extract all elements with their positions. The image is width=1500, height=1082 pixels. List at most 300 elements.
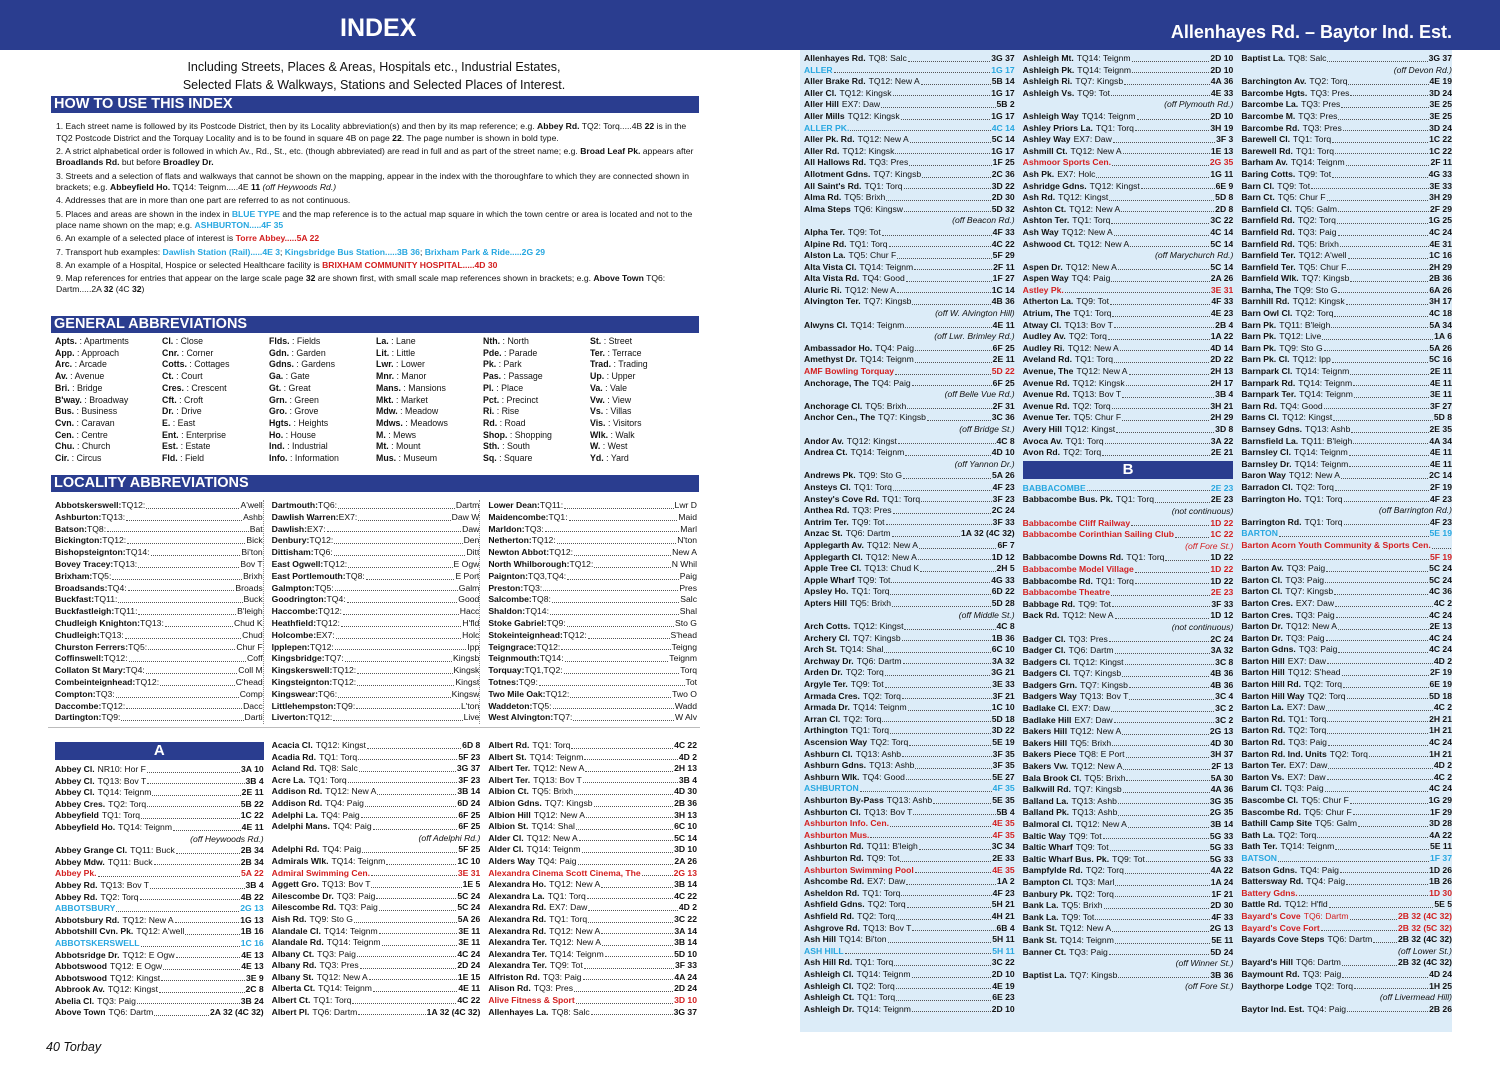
index-entry — [1241, 308, 1452, 320]
entry-ref: 1H 21 — [1429, 748, 1452, 759]
abbr-key: Ri. — [483, 406, 495, 417]
locality-item — [55, 559, 263, 571]
index-entry — [1241, 99, 1452, 111]
entry-name: Alexandra Ho. — [488, 879, 547, 890]
index-entry — [488, 879, 697, 891]
locality-name: Kingsbridge: — [271, 653, 325, 664]
section-how-to-use: HOW TO USE THIS INDEX — [51, 96, 699, 113]
entry-ref: 1A 2 — [996, 876, 1015, 887]
index-entry — [272, 926, 481, 938]
leader-dots — [116, 689, 239, 698]
entry-locality: TQ12: Kingsk — [847, 110, 900, 121]
entry-ref: 3C 34 — [991, 841, 1015, 852]
leader-dots — [1332, 169, 1428, 178]
entry-locality: TQ9: Tot — [851, 516, 885, 527]
locality-postcode: TQ13: — [99, 629, 124, 640]
entry-name: Addison Rd. — [271, 786, 323, 797]
index-entry — [804, 401, 1015, 413]
locality-abbr: Kingst — [455, 676, 480, 687]
entry-ref: 4B 36 — [1210, 668, 1234, 679]
abbr-value: : Enterprise — [178, 429, 227, 440]
entry-name: Barton Dr. — [1241, 632, 1283, 643]
abbr-item — [376, 359, 483, 371]
entry-locality: TQ1: Torq — [549, 913, 588, 924]
locality-abbr: Brixh — [243, 570, 263, 581]
leader-dots — [1326, 702, 1433, 711]
entry-ref: 5G 33 — [1209, 842, 1234, 853]
locality-item — [55, 524, 263, 536]
leader-dots — [1108, 331, 1210, 340]
entry-ref: 2D 10 — [991, 1003, 1015, 1014]
entry-ref: 3B 4 — [1215, 389, 1234, 400]
entry-locality: TQ14: Teignm — [331, 855, 386, 866]
index-note: (off Livermead Hill) — [1379, 992, 1452, 1003]
abbr-value: : House — [283, 429, 316, 440]
entry-ref: 2F 19 — [1430, 667, 1452, 678]
abbr-value: : Close — [173, 336, 204, 346]
index-entry — [804, 749, 1015, 761]
index-entry — [272, 856, 481, 868]
locality-item — [55, 583, 263, 595]
index-entry — [1023, 691, 1234, 703]
entry-name: Albert Ter. — [488, 763, 531, 774]
abbr-key: Dr. — [162, 406, 174, 417]
abbr-key: Cl. — [162, 336, 174, 346]
leader-dots — [602, 937, 673, 946]
leader-dots — [1115, 889, 1210, 898]
entry-locality: TQ7: Kingsb — [1073, 668, 1122, 679]
leader-dots — [1348, 250, 1428, 259]
entry-name: Aggett Gro. — [271, 879, 319, 890]
leader-dots — [1327, 656, 1433, 665]
leader-dots — [1311, 181, 1428, 190]
abbr-key: Vs. — [590, 406, 604, 417]
abbr-value: : Square — [496, 453, 533, 464]
abbr-value: : Terrace — [605, 347, 642, 358]
entry-name: Alandale Rd. — [271, 937, 324, 948]
entry-name: Albert Ct. — [271, 995, 311, 1006]
entry-name: Aveland Rd. — [1022, 354, 1072, 365]
entry-ref: 4C 22 — [991, 238, 1015, 249]
locality-name: Dartmouth: — [271, 500, 318, 510]
entry-locality: TQ9: Tot — [866, 852, 900, 863]
entry-locality: TQ4: Paig — [332, 821, 372, 832]
entry-ref: 1G 13 — [240, 914, 264, 925]
locality-postcode: TQ6: — [313, 547, 333, 558]
locality-abbr: N Whil — [671, 558, 697, 569]
entry-locality: TQ7: Kingsb — [1285, 586, 1334, 597]
leader-dots — [1104, 900, 1210, 909]
entry-ref: 5F 25 — [458, 844, 481, 855]
leader-dots — [914, 262, 992, 271]
entry-locality: TQ12: New A — [549, 925, 601, 936]
leader-dots — [1112, 599, 1210, 608]
entry-ref: 4A 22 — [1210, 865, 1234, 876]
entry-ref: 4F 35 — [992, 829, 1015, 840]
entry-name: BARTON — [1241, 528, 1278, 539]
entry-ref: 4A 24 — [674, 971, 697, 982]
index-entry — [804, 575, 1015, 587]
entry-ref: 4F 35 — [992, 783, 1015, 794]
entry-locality: TQ5: Galm — [1294, 203, 1337, 214]
index-entry — [272, 995, 481, 1007]
entry-ref: 3D 22 — [991, 725, 1015, 736]
leader-dots — [362, 844, 457, 853]
index-entry — [55, 1007, 264, 1019]
index-entry — [1241, 969, 1452, 981]
leader-dots — [175, 915, 240, 924]
abbr-value: : Gardens — [293, 359, 336, 370]
leader-dots — [1350, 366, 1429, 375]
abbr-key: Ct. — [162, 371, 174, 382]
entry-ref: 3C 2 — [1215, 714, 1234, 725]
index-entry — [1023, 889, 1234, 901]
entry-locality: TQ13: Bov T — [97, 775, 147, 786]
index-entry — [1023, 634, 1234, 646]
leader-dots — [1336, 610, 1428, 619]
entry-locality: TQ3: Marl — [1076, 876, 1115, 887]
leader-dots — [1338, 227, 1429, 236]
index-entry — [1023, 123, 1234, 135]
entry-name: Barton Gdns. — [1241, 644, 1296, 655]
leader-dots — [138, 606, 236, 615]
leader-dots — [1128, 819, 1209, 828]
leader-dots — [1327, 714, 1428, 723]
locality-postcode: TQ13: — [113, 558, 138, 569]
index-left-columns — [55, 740, 697, 1019]
entry-locality: TQ2: Torq — [862, 690, 901, 701]
entry-name: BATSON — [1241, 852, 1277, 863]
entry-ref: 4C 24 — [1429, 783, 1452, 794]
entry-name: Avenue Rd. — [1022, 389, 1070, 400]
entry-locality: TQ12: New A — [316, 971, 368, 982]
leader-dots — [904, 181, 991, 190]
entry-name: Battery Gdns. — [1241, 887, 1298, 898]
locality-abbr: Two O — [672, 688, 697, 699]
leader-dots — [377, 786, 456, 795]
locality-item — [488, 618, 697, 630]
leader-dots — [1137, 111, 1210, 120]
abbr-key: Mnr. — [376, 371, 395, 382]
index-entry — [272, 902, 481, 914]
index-entry — [1023, 923, 1234, 935]
entry-ref: 3G 37 — [673, 1006, 697, 1017]
index-column — [1241, 53, 1452, 1015]
leader-dots — [567, 618, 674, 627]
leader-dots — [1130, 239, 1209, 248]
entry-name: Avenue Rd. — [1022, 377, 1070, 388]
leader-dots — [583, 972, 674, 981]
index-note: (off Fore St.) — [1185, 981, 1234, 992]
locality-postcode: TQ12: — [316, 617, 340, 628]
locality-name: Heathfield: — [271, 617, 317, 628]
index-entry — [804, 586, 1015, 598]
entry-name: Ashburn Wlk. — [804, 771, 860, 782]
entry-name: Babbacombe Corinthian Sailing Club — [1022, 529, 1175, 540]
entry-locality: TQ4: Paig — [320, 809, 360, 820]
locality-item — [55, 642, 263, 654]
leader-dots — [141, 810, 240, 819]
abbr-key: Cft. — [162, 394, 177, 405]
abbr-value: : Upper — [604, 371, 636, 382]
entry-name: Bayard's Hill — [1241, 957, 1294, 968]
entry-locality: TQ1: Torq — [308, 774, 347, 785]
index-note: (off Adelphi Rd.) — [418, 832, 481, 843]
abbr-value: : Little — [389, 347, 416, 358]
entry-ref: 6D 24 — [457, 797, 481, 808]
entry-ref: 2D 8 — [1215, 203, 1234, 214]
entry-locality: TQ14: Teignm — [526, 844, 581, 855]
leader-dots — [1341, 99, 1428, 108]
abbr-value: : Information — [287, 453, 339, 464]
entry-name: Astley Pk. — [1022, 284, 1064, 295]
leader-dots — [1335, 598, 1433, 607]
locality-name: Galmpton: — [271, 582, 315, 593]
abbr-key: M. — [376, 429, 386, 440]
entry-ref: 2H 21 — [1429, 713, 1452, 724]
entry-ref: 6F 25 — [458, 821, 481, 832]
index-entry — [1241, 818, 1452, 830]
index-entry — [1241, 447, 1452, 459]
entry-name: ASH HILL — [804, 945, 844, 956]
entry-locality: TQ3: Paig — [1286, 563, 1326, 574]
leader-dots — [890, 586, 990, 595]
leader-dots — [1354, 981, 1428, 990]
entry-locality: TQ3: Paig — [97, 995, 136, 1006]
index-entry — [804, 99, 1015, 111]
entry-name: Anstey's Cove Rd. — [804, 493, 880, 504]
locality-abbr: Teignm — [669, 653, 697, 664]
entry-name: Barton Cl. — [1241, 574, 1283, 585]
entry-name: Albion St. — [488, 821, 529, 832]
locality-postcode: EX7: — [316, 629, 335, 640]
entry-name: Battersway Rd. — [1241, 876, 1304, 887]
entry-name: Aller Mills — [804, 110, 845, 121]
entry-locality: TQ12: New A — [1288, 470, 1341, 481]
entry-locality: TQ14: Teignm — [1077, 64, 1132, 75]
abbr-item — [162, 336, 269, 348]
abbr-key: Pas. — [483, 371, 502, 382]
entry-ref: 3F 23 — [992, 493, 1015, 504]
entry-name: Alpine Rd. — [804, 238, 847, 249]
leader-dots — [895, 366, 991, 375]
entry-locality: TQ6: Dartm — [1068, 645, 1114, 656]
entry-name: Ambassador Ho. — [804, 342, 873, 353]
index-entry — [1023, 773, 1234, 785]
entry-ref: 1G 17 — [991, 110, 1015, 121]
entry-locality: TQ7: Kingsb — [1301, 273, 1350, 284]
entry-name: Bank La. — [1022, 911, 1059, 922]
index-entry — [1241, 621, 1452, 633]
locality-item — [272, 606, 480, 618]
locality-item — [488, 512, 697, 524]
entry-ref: 4C 24 — [1429, 737, 1452, 748]
entry-ref: 2D 22 — [1210, 354, 1234, 365]
leader-dots — [1118, 796, 1209, 805]
leader-dots — [921, 76, 991, 85]
abbr-item — [55, 406, 162, 418]
leader-dots — [366, 571, 455, 580]
abbr-value: : Lower — [393, 359, 425, 370]
entry-name: Abbotshill Cvn. Pk. — [55, 926, 134, 937]
entry-name: Aspen Dr. — [1022, 261, 1063, 272]
locality-name: Coffinswell: — [55, 653, 104, 664]
abbr-column — [162, 336, 269, 465]
locality-name: Daccombe: — [55, 700, 102, 711]
index-entry — [1241, 354, 1452, 366]
entry-locality: TQ12: Kingst — [1089, 180, 1140, 191]
index-entry — [1023, 935, 1234, 947]
abbr-item — [483, 348, 590, 360]
locality-postcode: TQ12: — [323, 558, 348, 569]
locality-name: East Portlemouth: — [271, 570, 346, 581]
entry-locality: TQ3: Pres — [869, 157, 909, 168]
entry-ref: 5E 27 — [992, 771, 1015, 782]
entry-locality: TQ13: Ashb — [1071, 807, 1118, 818]
abbr-value: : Street — [601, 336, 633, 346]
leader-dots — [1122, 668, 1209, 677]
locality-item — [55, 712, 263, 724]
index-entry — [1241, 957, 1452, 969]
leader-dots — [152, 787, 240, 796]
index-entry — [1241, 923, 1452, 935]
entry-locality: TQ6: Dartm — [856, 655, 902, 666]
entry-locality: TQ7: Kingsb — [852, 632, 901, 643]
abbr-item — [162, 395, 269, 407]
locality-abbr: Bat — [249, 523, 263, 534]
locality-postcode: TQ1,TQ2: — [524, 665, 563, 676]
entry-name: Ashburn Cl. — [804, 748, 853, 759]
locality-postcode: TQ8: — [87, 523, 107, 534]
index-entry — [272, 821, 481, 833]
entry-ref: 3B 36 — [1210, 969, 1234, 980]
entry-name: Archery Cl. — [804, 632, 850, 643]
entry-name: Ashwood Ct. — [1022, 238, 1076, 249]
leader-dots — [1299, 888, 1428, 897]
leader-dots — [1328, 737, 1428, 746]
leader-dots — [140, 892, 240, 901]
entry-locality: TQ13: Ashb — [855, 748, 902, 759]
entry-locality: TQ3: Paig — [1297, 226, 1337, 237]
locality-item — [272, 500, 480, 512]
entry-name: Archway Dr. — [804, 655, 854, 666]
locality-name: Bickington: — [55, 535, 103, 546]
index-entry — [1241, 540, 1452, 552]
entry-ref: 2F 31 — [992, 400, 1015, 411]
leader-dots — [912, 378, 992, 387]
entry-name: All Hallows Rd. — [804, 157, 867, 168]
entry-name: Albany Rd. — [271, 960, 317, 971]
leader-dots — [1115, 645, 1210, 654]
locality-item — [272, 571, 480, 583]
index-entry — [272, 775, 481, 787]
entry-ref: 4E 11 — [241, 821, 264, 832]
leader-dots — [386, 856, 456, 865]
locality-postcode: TQ12: — [309, 535, 334, 546]
index-entry — [804, 250, 1015, 262]
entry-ref: 4C 14 — [991, 122, 1015, 133]
abbr-value: : Industrial — [284, 441, 328, 452]
leader-dots — [1111, 587, 1210, 596]
index-entry — [1241, 702, 1452, 714]
entry-name: Bath La. — [1241, 829, 1276, 840]
locality-abbr: S'head — [670, 629, 697, 640]
entry-ref: 3F 35 — [992, 760, 1015, 771]
locality-name: Brixham: — [55, 570, 93, 581]
general-abbreviations — [55, 336, 697, 465]
entry-ref: 4E 35 — [992, 864, 1015, 875]
entry-locality: TQ1: Torq — [1126, 552, 1165, 563]
entry-ref: 5D 8 — [1433, 412, 1452, 423]
abbr-key: Mdw. — [376, 406, 398, 417]
entry-ref: 5D 8 — [1215, 192, 1234, 203]
entry-ref: 4F 33 — [1211, 296, 1234, 307]
entry-locality: TQ5: Chur F — [1073, 412, 1122, 423]
leader-dots — [601, 879, 673, 888]
entry-locality: TQ12: H'fld — [1284, 899, 1328, 910]
index-entry — [1241, 876, 1452, 888]
index-entry — [1023, 680, 1234, 692]
abbr-item — [483, 418, 590, 430]
index-entry — [1241, 899, 1452, 911]
locality-name: Totnes: — [488, 676, 519, 687]
entry-locality: TQ4: Paig — [1306, 876, 1346, 887]
entry-ref: 2C 24 — [1210, 633, 1234, 644]
entry-locality: TQ2: Torq — [1295, 481, 1334, 492]
entry-name: Ashmill Ct. — [1022, 145, 1068, 156]
entry-name: Barradon Cl. — [1241, 481, 1293, 492]
entry-locality: TQ1: Torq — [1288, 713, 1327, 724]
leader-dots — [347, 594, 458, 603]
entry-name: Ashleigh Ct. — [804, 992, 855, 1003]
abbr-key: Ind. — [269, 441, 285, 452]
entry-name: Barnhill Rd. — [1241, 296, 1290, 307]
entry-name: Acadia Rd. — [271, 751, 317, 762]
index-entry — [1023, 715, 1234, 727]
entry-ref: 4C 24 — [1429, 632, 1452, 643]
index-entry — [1241, 1004, 1452, 1016]
leader-dots — [128, 583, 235, 592]
locality-abbr: Salc — [680, 594, 697, 605]
leader-dots — [1329, 899, 1434, 908]
index-entry — [804, 807, 1015, 819]
abbr-key: Pk. — [483, 359, 497, 370]
instruction: 9. Map references for entries that appear on the large scale page 32 are shown first, with small scale map references shown in brackets; e.g. Above Town TQ6: Dartm.....2A 32 (4C 32) — [56, 272, 666, 295]
entry-ref: 5F 23 — [458, 751, 481, 762]
entry-ref: 3F 27 — [1430, 400, 1452, 411]
entry-locality: TQ2: Torq — [845, 667, 884, 678]
entry-ref: 3A 10 — [241, 764, 264, 774]
leader-dots — [901, 111, 991, 120]
leader-dots — [1123, 761, 1210, 770]
entry-ref: 1F 29 — [1430, 806, 1452, 817]
entry-ref: 4C 24 — [457, 948, 481, 959]
locality-abbr: Buck — [243, 594, 263, 605]
entry-ref: 1C 16 — [240, 937, 264, 948]
abbr-item — [162, 430, 269, 442]
entry-name: Barton Vs. — [1241, 771, 1285, 782]
entry-name: Alta Vista Rd. — [804, 273, 860, 284]
leader-dots — [1118, 970, 1209, 979]
abbr-item — [376, 383, 483, 395]
page-footer: 40 Torbay — [46, 1040, 102, 1054]
entry-locality: TQ1: Torq — [853, 481, 892, 492]
instruction: 5. Places and areas are shown in the index in BLUE TYPE and the map reference is to the actual map square in which the town centre or area is located and not to the place name shown on the map; e.g. ASHBURTON.....4F 35 — [56, 208, 693, 231]
leader-dots — [98, 868, 240, 877]
entry-locality: TQ14: Shal — [839, 644, 884, 655]
locality-postcode: TQ11: — [539, 500, 564, 510]
entry-locality: TQ7: Kingsb — [544, 797, 593, 808]
